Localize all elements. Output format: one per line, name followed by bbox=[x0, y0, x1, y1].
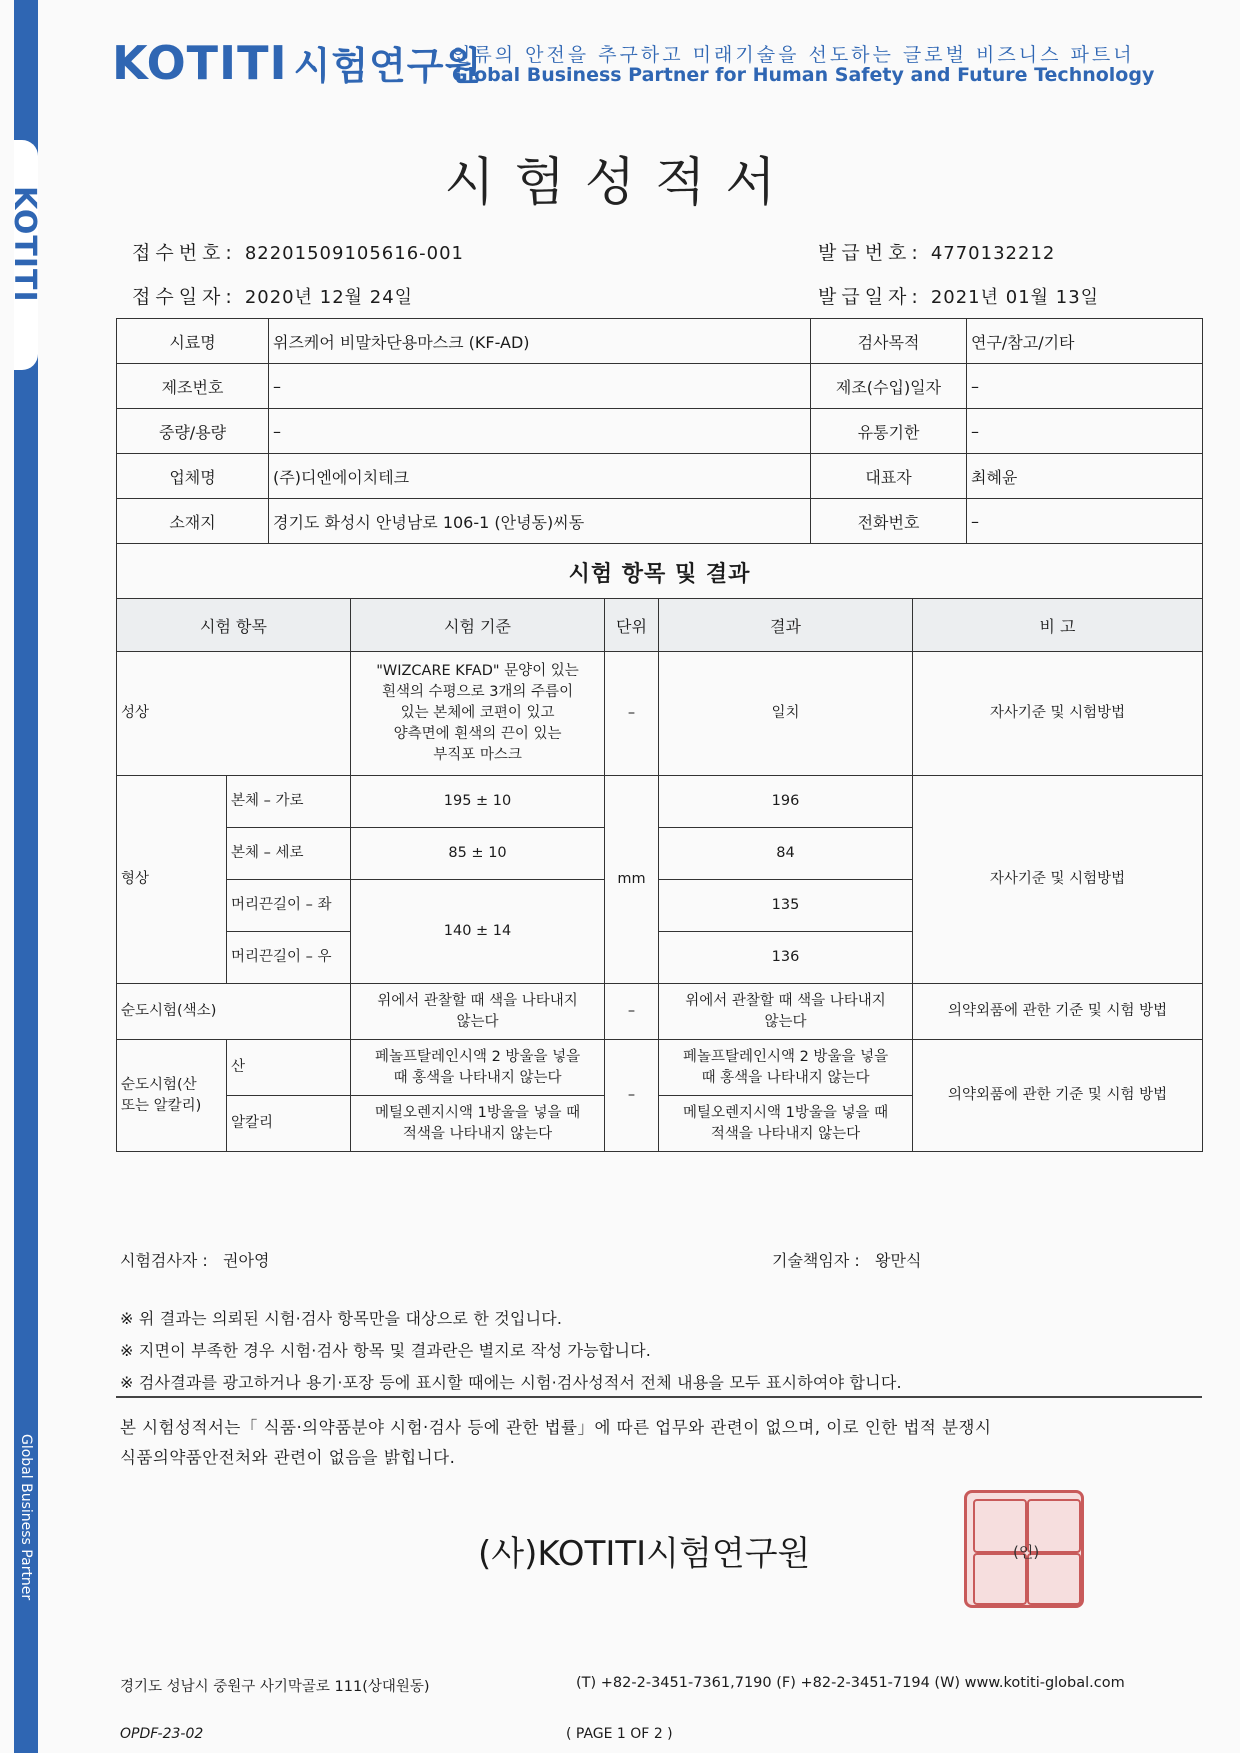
acid-alkali-item bbox=[117, 1040, 227, 1152]
header-remark: 비 고 bbox=[913, 599, 1203, 652]
address-label: 소재지 bbox=[117, 499, 269, 544]
receipt-date-value: 2020년 12월 24일 bbox=[244, 287, 414, 308]
receipt-number-label: 접수번호: bbox=[132, 242, 237, 264]
acid-alkali-item-line: 또는 알칼리) bbox=[121, 1097, 202, 1114]
disclaimer-line: 식품의약품안전처와 관련이 없음을 밝힙니다. bbox=[120, 1448, 456, 1467]
address-value: 경기도 화성시 안녕남로 106-1 (안녕동)씨동 bbox=[269, 499, 811, 544]
shape-item: 형상 bbox=[117, 776, 227, 984]
results-section-title: 시험 항목 및 결과 bbox=[117, 544, 1203, 601]
company-value: (주)디엔에이치테크 bbox=[269, 454, 811, 499]
note-line: ※ 지면이 부족한 경우 시험·검사 항목 및 결과란은 별지로 작성 가능합니다. bbox=[120, 1341, 652, 1360]
mfg-date-value: – bbox=[967, 364, 1203, 409]
color-unit: – bbox=[605, 984, 659, 1040]
acid-result-line: 때 홍색을 나타내지 않는다 bbox=[701, 1069, 870, 1086]
shape-result: 196 bbox=[659, 776, 913, 828]
ceo-label: 대표자 bbox=[811, 454, 967, 499]
color-result-line: 않는다 bbox=[764, 1013, 807, 1030]
appearance-standard-line: 부직포 마스크 bbox=[433, 747, 522, 763]
shape-sub-item: 머리끈길이 – 우 bbox=[227, 932, 351, 984]
appearance-standard-line: 양측면에 흰색의 끈이 있는 bbox=[393, 726, 562, 742]
weight-value: – bbox=[269, 409, 811, 454]
appearance-remark: 자사기준 및 시험방법 bbox=[913, 652, 1203, 776]
color-remark: 의약외품에 관한 기준 및 시험 방법 bbox=[913, 984, 1203, 1040]
receipt-date bbox=[132, 282, 413, 309]
tester-signature bbox=[120, 1248, 269, 1271]
receipt-number bbox=[132, 238, 464, 265]
shape-result: 135 bbox=[659, 880, 913, 932]
acid-standard-line: 때 홍색을 나타내지 않는다 bbox=[393, 1069, 562, 1086]
header-logo bbox=[112, 38, 482, 91]
receipt-date-label: 접수일자: bbox=[132, 286, 237, 308]
shape-sub-item: 본체 – 세로 bbox=[227, 828, 351, 880]
note-line: ※ 위 결과는 의뢰된 시험·검사 항목만을 대상으로 한 것입니다. bbox=[120, 1309, 563, 1328]
color-standard-line: 위에서 관찰할 때 색을 나타내지 bbox=[377, 992, 578, 1009]
purpose-value: 연구/참고/기타 bbox=[967, 319, 1203, 364]
manager-signature bbox=[772, 1248, 921, 1271]
shape-sub-item: 머리끈길이 – 좌 bbox=[227, 880, 351, 932]
alkali-result-line: 메틸오렌지시액 1방울을 넣을 때 bbox=[682, 1104, 889, 1121]
page-number: ( PAGE 1 OF 2 ) bbox=[566, 1726, 673, 1742]
acid-sub-item: 산 bbox=[227, 1040, 351, 1096]
issue-date bbox=[818, 282, 1099, 309]
shape-unit: mm bbox=[605, 776, 659, 984]
issue-date-value: 2021년 01월 13일 bbox=[930, 287, 1100, 308]
note-line: ※ 검사결과를 광고하거나 용기·포장 등에 표시할 때에는 시험·검사성적서 전체 내용을 모두 표시하여야 합니다. bbox=[120, 1373, 902, 1392]
acid-result-line: 페놀프탈레인시액 2 방울을 넣을 bbox=[682, 1048, 889, 1065]
header-item: 시험 항목 bbox=[117, 599, 351, 652]
logo-text: KOTITI bbox=[112, 36, 288, 90]
table-row bbox=[117, 1040, 1203, 1096]
organization-name: (사)KOTITI시험연구원 bbox=[478, 1534, 811, 1574]
phone-label: 전화번호 bbox=[811, 499, 967, 544]
sample-info-table bbox=[116, 318, 1203, 601]
table-row bbox=[117, 984, 1203, 1040]
ceo-value: 최혜윤 bbox=[967, 454, 1203, 499]
table-row bbox=[117, 319, 1203, 364]
shape-result: 136 bbox=[659, 932, 913, 984]
alkali-result bbox=[659, 1096, 913, 1152]
lot-label: 제조번호 bbox=[117, 364, 269, 409]
appearance-result: 일치 bbox=[659, 652, 913, 776]
color-result-line: 위에서 관찰할 때 색을 나타내지 bbox=[685, 992, 886, 1009]
appearance-standard-line: 있는 본체에 코편이 있고 bbox=[400, 705, 555, 721]
expiry-label: 유통기한 bbox=[811, 409, 967, 454]
header-unit: 단위 bbox=[605, 599, 659, 652]
official-seal bbox=[964, 1490, 1084, 1608]
sidebar-logo: KOTITI bbox=[7, 186, 42, 303]
logo-name: 시험연구원 bbox=[293, 44, 483, 88]
appearance-item: 성상 bbox=[117, 652, 351, 776]
tester-name: 권아영 bbox=[223, 1251, 270, 1270]
alkali-standard-line: 적색을 나타내지 않는다 bbox=[402, 1125, 553, 1142]
receipt-number-value: 82201509105616-001 bbox=[244, 243, 465, 264]
alkali-standard-line: 메틸오렌지시액 1방울을 넣을 때 bbox=[374, 1104, 581, 1121]
appearance-standard-line: 흰색의 수평으로 3개의 주름이 bbox=[381, 684, 574, 700]
divider bbox=[116, 1396, 1202, 1398]
mfg-date-label: 제조(수입)일자 bbox=[811, 364, 967, 409]
shape-sub-item: 본체 – 가로 bbox=[227, 776, 351, 828]
purpose-label: 검사목적 bbox=[811, 319, 967, 364]
color-result bbox=[659, 984, 913, 1040]
appearance-standard-line: "WIZCARE KFAD" 문양이 있는 bbox=[376, 663, 579, 679]
shape-result: 84 bbox=[659, 828, 913, 880]
issue-number-value: 4770132212 bbox=[930, 243, 1056, 264]
table-header-row bbox=[117, 599, 1203, 652]
shape-standard: 85 ± 10 bbox=[351, 828, 605, 880]
lot-value: – bbox=[269, 364, 811, 409]
acid-standard bbox=[351, 1040, 605, 1096]
manager-label: 기술책임자 : bbox=[772, 1251, 860, 1270]
header-standard: 시험 기준 bbox=[351, 599, 605, 652]
document-title: 시험성적서 bbox=[444, 153, 796, 213]
table-row bbox=[117, 454, 1203, 499]
acid-alkali-unit: – bbox=[605, 1040, 659, 1152]
acid-alkali-item-line: 순도시험(산 bbox=[121, 1076, 197, 1093]
table-row bbox=[117, 544, 1203, 601]
company-label: 업체명 bbox=[117, 454, 269, 499]
issue-number-label: 발급번호: bbox=[818, 242, 923, 264]
alkali-standard bbox=[351, 1096, 605, 1152]
manager-name: 왕만식 bbox=[875, 1251, 922, 1270]
issue-date-label: 발급일자: bbox=[818, 286, 923, 308]
sample-label: 시료명 bbox=[117, 319, 269, 364]
shape-standard: 195 ± 10 bbox=[351, 776, 605, 828]
appearance-unit: – bbox=[605, 652, 659, 776]
footer-address: 경기도 성남시 중원구 사기막골로 111(상대원동) bbox=[120, 1679, 430, 1695]
appearance-standard bbox=[351, 652, 605, 776]
slogan-korean: 인류의 안전을 추구하고 미래기술을 선도하는 글로벌 비즈니스 파트너 bbox=[452, 44, 1135, 66]
phone-value: – bbox=[967, 499, 1203, 544]
test-results-table bbox=[116, 598, 1203, 1152]
table-row bbox=[117, 499, 1203, 544]
weight-label: 중량/용량 bbox=[117, 409, 269, 454]
color-item: 순도시험(색소) bbox=[117, 984, 351, 1040]
alkali-sub-item: 알칼리 bbox=[227, 1096, 351, 1152]
acid-alkali-remark: 의약외품에 관한 기준 및 시험 방법 bbox=[913, 1040, 1203, 1152]
form-number: OPDF-23-02 bbox=[120, 1726, 204, 1742]
sidebar-tagline: Global Business Partner bbox=[18, 1434, 34, 1601]
disclaimer-line: 본 시험성적서는「 식품·의약품분야 시험·검사 등에 관한 법률」에 따른 업무와 관련이 없으며, 이로 인한 법적 분쟁시 bbox=[120, 1418, 992, 1437]
table-row bbox=[117, 776, 1203, 828]
acid-standard-line: 페놀프탈레인시액 2 방울을 넣을 bbox=[374, 1048, 581, 1065]
issue-number bbox=[818, 238, 1055, 265]
color-standard bbox=[351, 984, 605, 1040]
color-standard-line: 않는다 bbox=[456, 1013, 499, 1030]
acid-result bbox=[659, 1040, 913, 1096]
shape-remark: 자사기준 및 시험방법 bbox=[913, 776, 1203, 984]
expiry-value: – bbox=[967, 409, 1203, 454]
alkali-result-line: 적색을 나타내지 않는다 bbox=[710, 1125, 861, 1142]
tester-label: 시험검사자 : bbox=[120, 1251, 208, 1270]
shape-standard: 140 ± 14 bbox=[351, 880, 605, 984]
table-row bbox=[117, 652, 1203, 776]
table-row bbox=[117, 364, 1203, 409]
header-result: 결과 bbox=[659, 599, 913, 652]
footer-contact: (T) +82-2-3451-7361,7190 (F) +82-2-3451-7194 (W) www.kotiti-global.com bbox=[576, 1675, 1125, 1691]
seal-mark: (인) bbox=[1013, 1543, 1040, 1561]
sample-value: 위즈케어 비말차단용마스크 (KF-AD) bbox=[269, 319, 811, 364]
slogan-english: Global Business Partner for Human Safety and Future Technology bbox=[452, 64, 1155, 86]
table-row bbox=[117, 409, 1203, 454]
